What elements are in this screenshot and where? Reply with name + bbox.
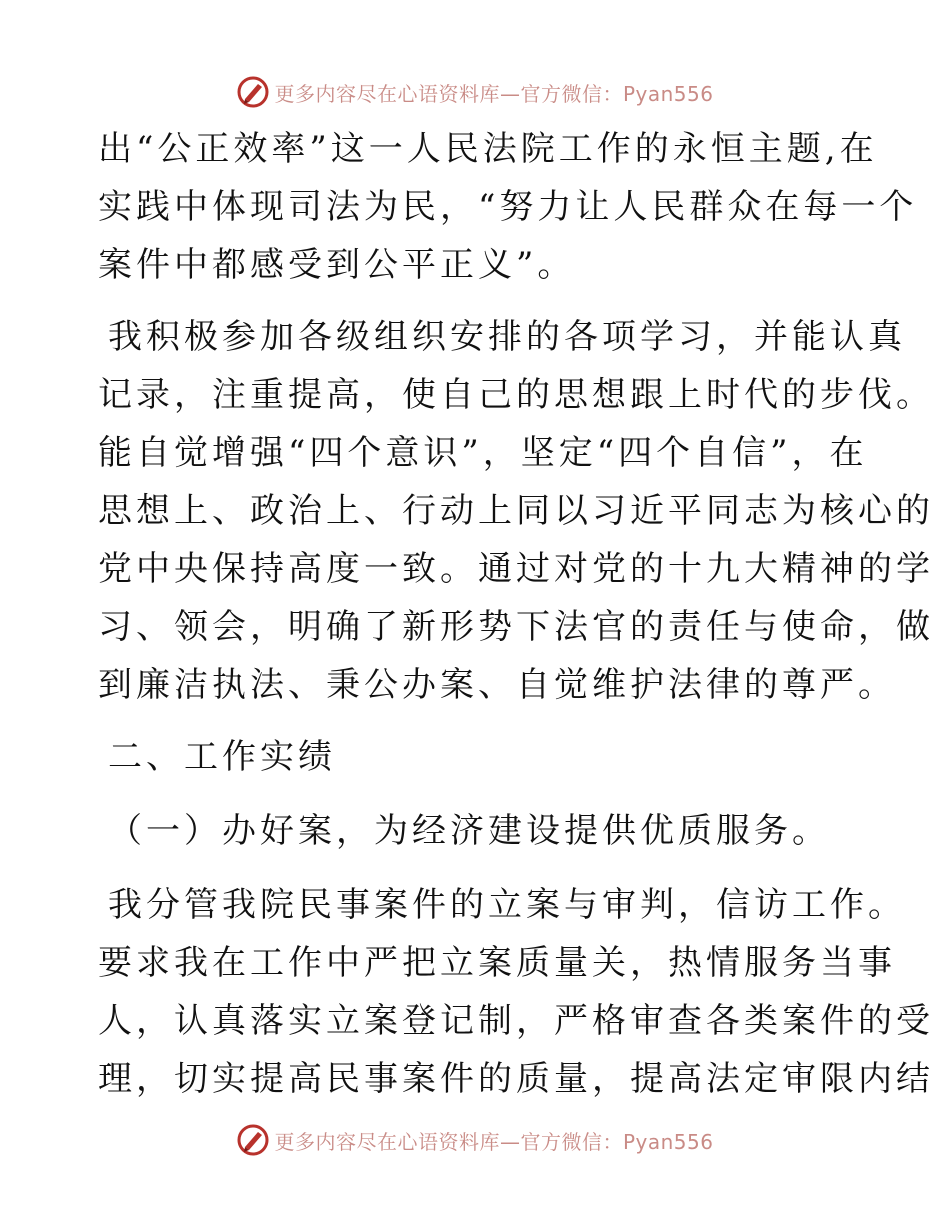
paragraph-1: [98, 120, 918, 294]
paragraph-line: 人，认真落实立案登记制，严格审查各类案件的受: [98, 1001, 934, 1041]
paragraph-line: 我分管我院民事案件的立案与审判，信访工作。: [108, 885, 906, 925]
paragraph-line: 实践中体现司法为民，“努力让人民群众在每一个: [98, 187, 918, 227]
paragraph-line: 理，切实提高民事案件的质量，提高法定审限内结: [98, 1059, 934, 1099]
pen-logo-icon: [236, 1123, 270, 1157]
paragraph-2: [98, 308, 934, 714]
paragraph-line: 习、领会，明确了新形势下法官的责任与使命，做: [98, 607, 934, 647]
paragraph-line: 党中央保持高度一致。通过对党的十九大精神的学: [98, 549, 934, 589]
document-body: [98, 120, 934, 1108]
paragraph-line: 案件中都感受到公平正义”。: [98, 245, 576, 285]
paragraph-line: 我积极参加各级组织安排的各项学习，并能认真: [108, 317, 906, 357]
paragraph-line: 要求我在工作中严把立案质量关，热情服务当事: [98, 943, 896, 983]
paragraph-line: 到廉洁执法、秉公办案、自觉维护法律的尊严。: [98, 665, 896, 705]
paragraph-line: 思想上、政治上、行动上同以习近平同志为核心的: [98, 491, 934, 531]
watermark-text: 更多内容尽在心语资料库—官方微信：Pyan556: [274, 81, 714, 106]
watermark-header: [0, 72, 950, 112]
paragraph-line: 记录，注重提高，使自己的思想跟上时代的步伐。: [98, 375, 934, 415]
watermark-text: 更多内容尽在心语资料库—官方微信：Pyan556: [274, 1129, 714, 1154]
paragraph-line: 能自觉增强“四个意识”，坚定“四个自信”，在: [98, 433, 868, 473]
watermark-footer: [0, 1120, 950, 1160]
paragraph-3: [98, 876, 934, 1108]
paragraph-line: 出“公正效率”这一人民法院工作的永恒主题,在: [98, 129, 878, 169]
subsection-heading: （一）办好案，为经济建设提供优质服务。: [108, 811, 830, 851]
pen-logo-icon: [236, 75, 270, 109]
section-heading: 二、工作实绩: [108, 737, 336, 777]
